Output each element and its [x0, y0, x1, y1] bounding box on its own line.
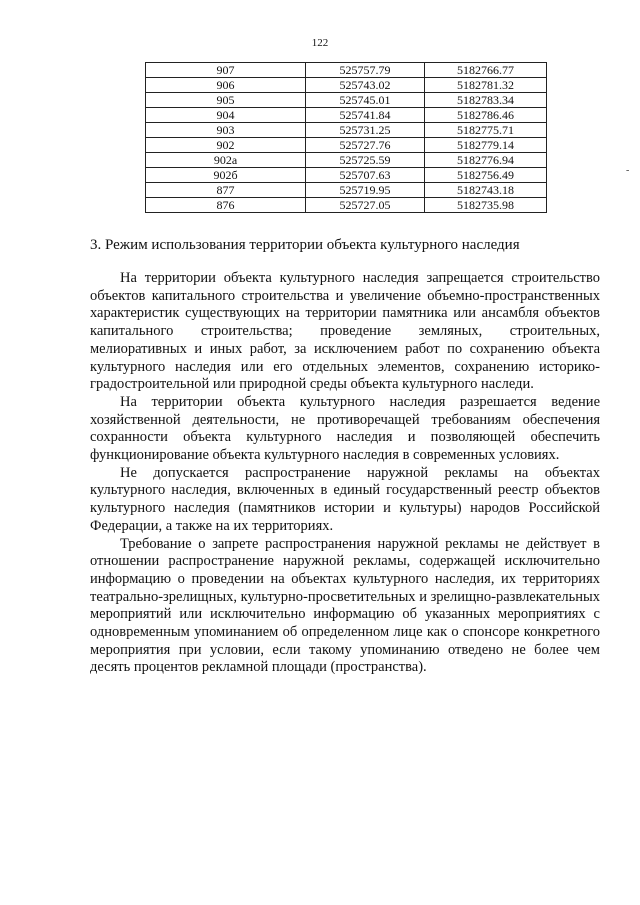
- point-number-cell: 907: [146, 63, 306, 78]
- x-coordinate-cell: 525727.76: [306, 138, 425, 153]
- paragraph: На территории объекта культурного наследия разрешается ведение хозяйственной деятельности, не противоречащей требованиям обеспечения сохранности объекта культурного наследия и позволяющей обеспечить функционирование объекта культурного наследия в современных условиях.: [90, 393, 600, 464]
- point-number-cell: 877: [146, 183, 306, 198]
- x-coordinate-cell: 525727.05: [306, 198, 425, 213]
- point-number-cell: 903: [146, 123, 306, 138]
- section-body: [90, 270, 600, 677]
- y-coordinate-cell: 5182781.32: [425, 78, 547, 93]
- margin-mark: -: [626, 165, 630, 176]
- table-row: [146, 78, 547, 93]
- point-number-cell: 906: [146, 78, 306, 93]
- y-coordinate-cell: 5182775.71: [425, 123, 547, 138]
- y-coordinate-cell: 5182776.94: [425, 153, 547, 168]
- paragraph: Требование о запрете распространения наружной рекламы не действует в отношении распространение наружной рекламы, содержащей исключительно информацию о проведении на объектах культурного наследия, их территориях театрально-зрелищных, культурно-просветительных и зрелищно-развлекательных мероприятий или исключительно информацию об указанных мероприятиях с одновременным упоминанием об определенном лице как о спонсоре конкретного мероприятия при условии, если такому упоминанию отведено не более чем десять процентов рекламной площади (пространства).: [90, 535, 600, 676]
- table-row: [146, 183, 547, 198]
- table-row: [146, 198, 547, 213]
- x-coordinate-cell: 525741.84: [306, 108, 425, 123]
- x-coordinate-cell: 525707.63: [306, 168, 425, 183]
- y-coordinate-cell: 5182743.18: [425, 183, 547, 198]
- paragraph: Не допускается распространение наружной рекламы на объектах культурного наследия, включенных в единый государственный реестр объектов культурного наследия (памятников истории и культуры) народов Российской Федерации, а также на их территориях.: [90, 464, 600, 534]
- table-row: [146, 108, 547, 123]
- x-coordinate-cell: 525731.25: [306, 123, 425, 138]
- point-number-cell: 902б: [146, 168, 306, 183]
- y-coordinate-cell: 5182735.98: [425, 198, 547, 213]
- table-row: [146, 93, 547, 108]
- paragraph: На территории объекта культурного наследия запрещается строительство объектов капитального строительства и увеличение объемно-пространственных характеристик существующих на территории памятника или ансамбля объектов капитального строительства; проведение земляных, строительных, мелиоративных и иных работ, за исключением работ по сохранению объекта культурного наследия или его отдельных элементов, сохранению историко-градостроительной или природной среды объекта культурного наследи.: [90, 270, 600, 393]
- section-heading: 3. Режим использования территории объекта культурного наследия: [90, 237, 520, 253]
- x-coordinate-cell: 525743.02: [306, 78, 425, 93]
- table-row: [146, 63, 547, 78]
- y-coordinate-cell: 5182766.77: [425, 63, 547, 78]
- x-coordinate-cell: 525725.59: [306, 153, 425, 168]
- point-number-cell: 876: [146, 198, 306, 213]
- coordinates-table-body: [146, 63, 547, 213]
- table-row: [146, 138, 547, 153]
- y-coordinate-cell: 5182779.14: [425, 138, 547, 153]
- y-coordinate-cell: 5182756.49: [425, 168, 547, 183]
- table-row: [146, 123, 547, 138]
- table-row: [146, 153, 547, 168]
- x-coordinate-cell: 525719.95: [306, 183, 425, 198]
- y-coordinate-cell: 5182783.34: [425, 93, 547, 108]
- point-number-cell: 902: [146, 138, 306, 153]
- page-number: 122: [311, 37, 329, 49]
- y-coordinate-cell: 5182786.46: [425, 108, 547, 123]
- x-coordinate-cell: 525745.01: [306, 93, 425, 108]
- point-number-cell: 904: [146, 108, 306, 123]
- x-coordinate-cell: 525757.79: [306, 63, 425, 78]
- coordinates-table: [145, 62, 547, 213]
- point-number-cell: 902а: [146, 153, 306, 168]
- point-number-cell: 905: [146, 93, 306, 108]
- table-row: [146, 168, 547, 183]
